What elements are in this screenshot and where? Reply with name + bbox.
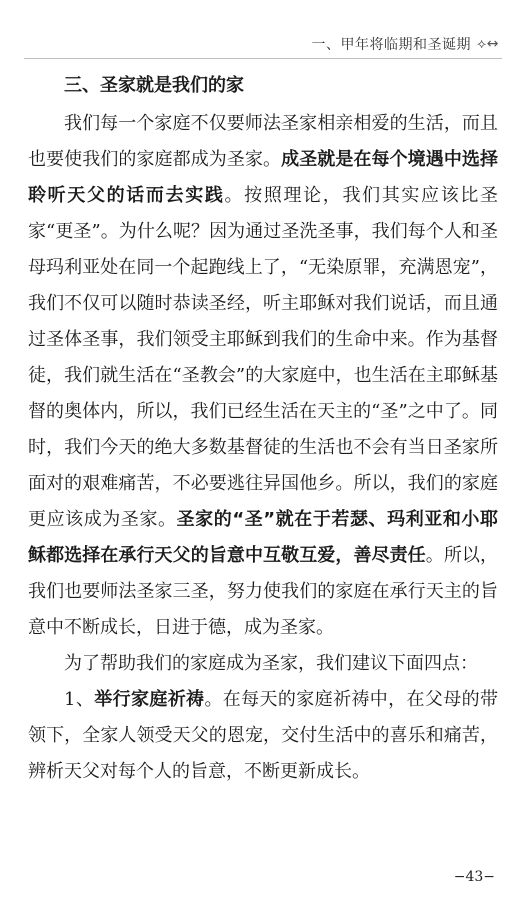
paragraph-2: 为了帮助我们的家庭成为圣家，我们建议下面四点： — [64, 653, 478, 674]
list-number: 1、 — [64, 689, 95, 710]
section-title: 三、圣家就是我们的家 — [64, 75, 244, 96]
paragraph-3 — [28, 682, 498, 790]
list-item-text: 。在每天的家庭祈祷中，在父母的带领下，全家人领受天父的恩宠，交付生活中的喜乐和痛苦，辨析天父对每个人的旨意，不断更新成长。 — [28, 689, 499, 782]
ornament-icon: ⟡↔ — [477, 36, 499, 52]
list-item-heading: 举行家庭祈祷 — [94, 689, 205, 710]
paragraph-1-text-c: 。按照理论，我们其实应该比圣家“更圣”。为什么呢？因为通过圣洗圣事，我们每个人和圣母玛利亚处在同一个起跑线上了，“无染原罪，充满恩宠”，我们不仅可以随时恭读圣经，听主耶稣对我们说话，而且通过圣体圣事，我们领受主耶稣到我们的生命中来。作为基督徒，我们就生活在“圣教会”的大家庭中，也生活在主耶稣基督的奥体内，所以，我们已经生活在天主的“圣”之中了。同时，我们今天的绝大多数基督徒的生活也不会有当日圣家所面对的艰难痛苦，不必要逃往异国他乡。所以，我们的家庭更应该成为圣家。 — [28, 185, 499, 530]
page-body — [28, 66, 498, 790]
paragraph-1-emphasis-1: 成圣就是在每个境遇中选择聆听天父的话而去实践 — [28, 149, 499, 206]
running-header-title: 一、甲年将临期和圣诞期 — [311, 37, 471, 53]
paragraph-1-text-e: 。所以，我们也要师法圣家三圣，努力使我们的家庭在承行天主的旨意中不断成长，日进于德，成为圣家。 — [28, 545, 499, 638]
paragraph-1 — [28, 106, 498, 646]
paragraph-1-emphasis-2: 圣家的“圣”就在于若瑟、玛利亚和小耶稣都选择在承行天父的旨意中互敬互爱，善尽责任 — [28, 509, 498, 566]
running-header — [312, 34, 500, 54]
header-divider — [24, 58, 502, 59]
paragraph-1-text-a: 我们每一个家庭不仅要师法圣家相亲相爱的生活，而且也要使我们的家庭都成为圣家。 — [28, 113, 498, 170]
page-number: −43− — [453, 869, 495, 885]
